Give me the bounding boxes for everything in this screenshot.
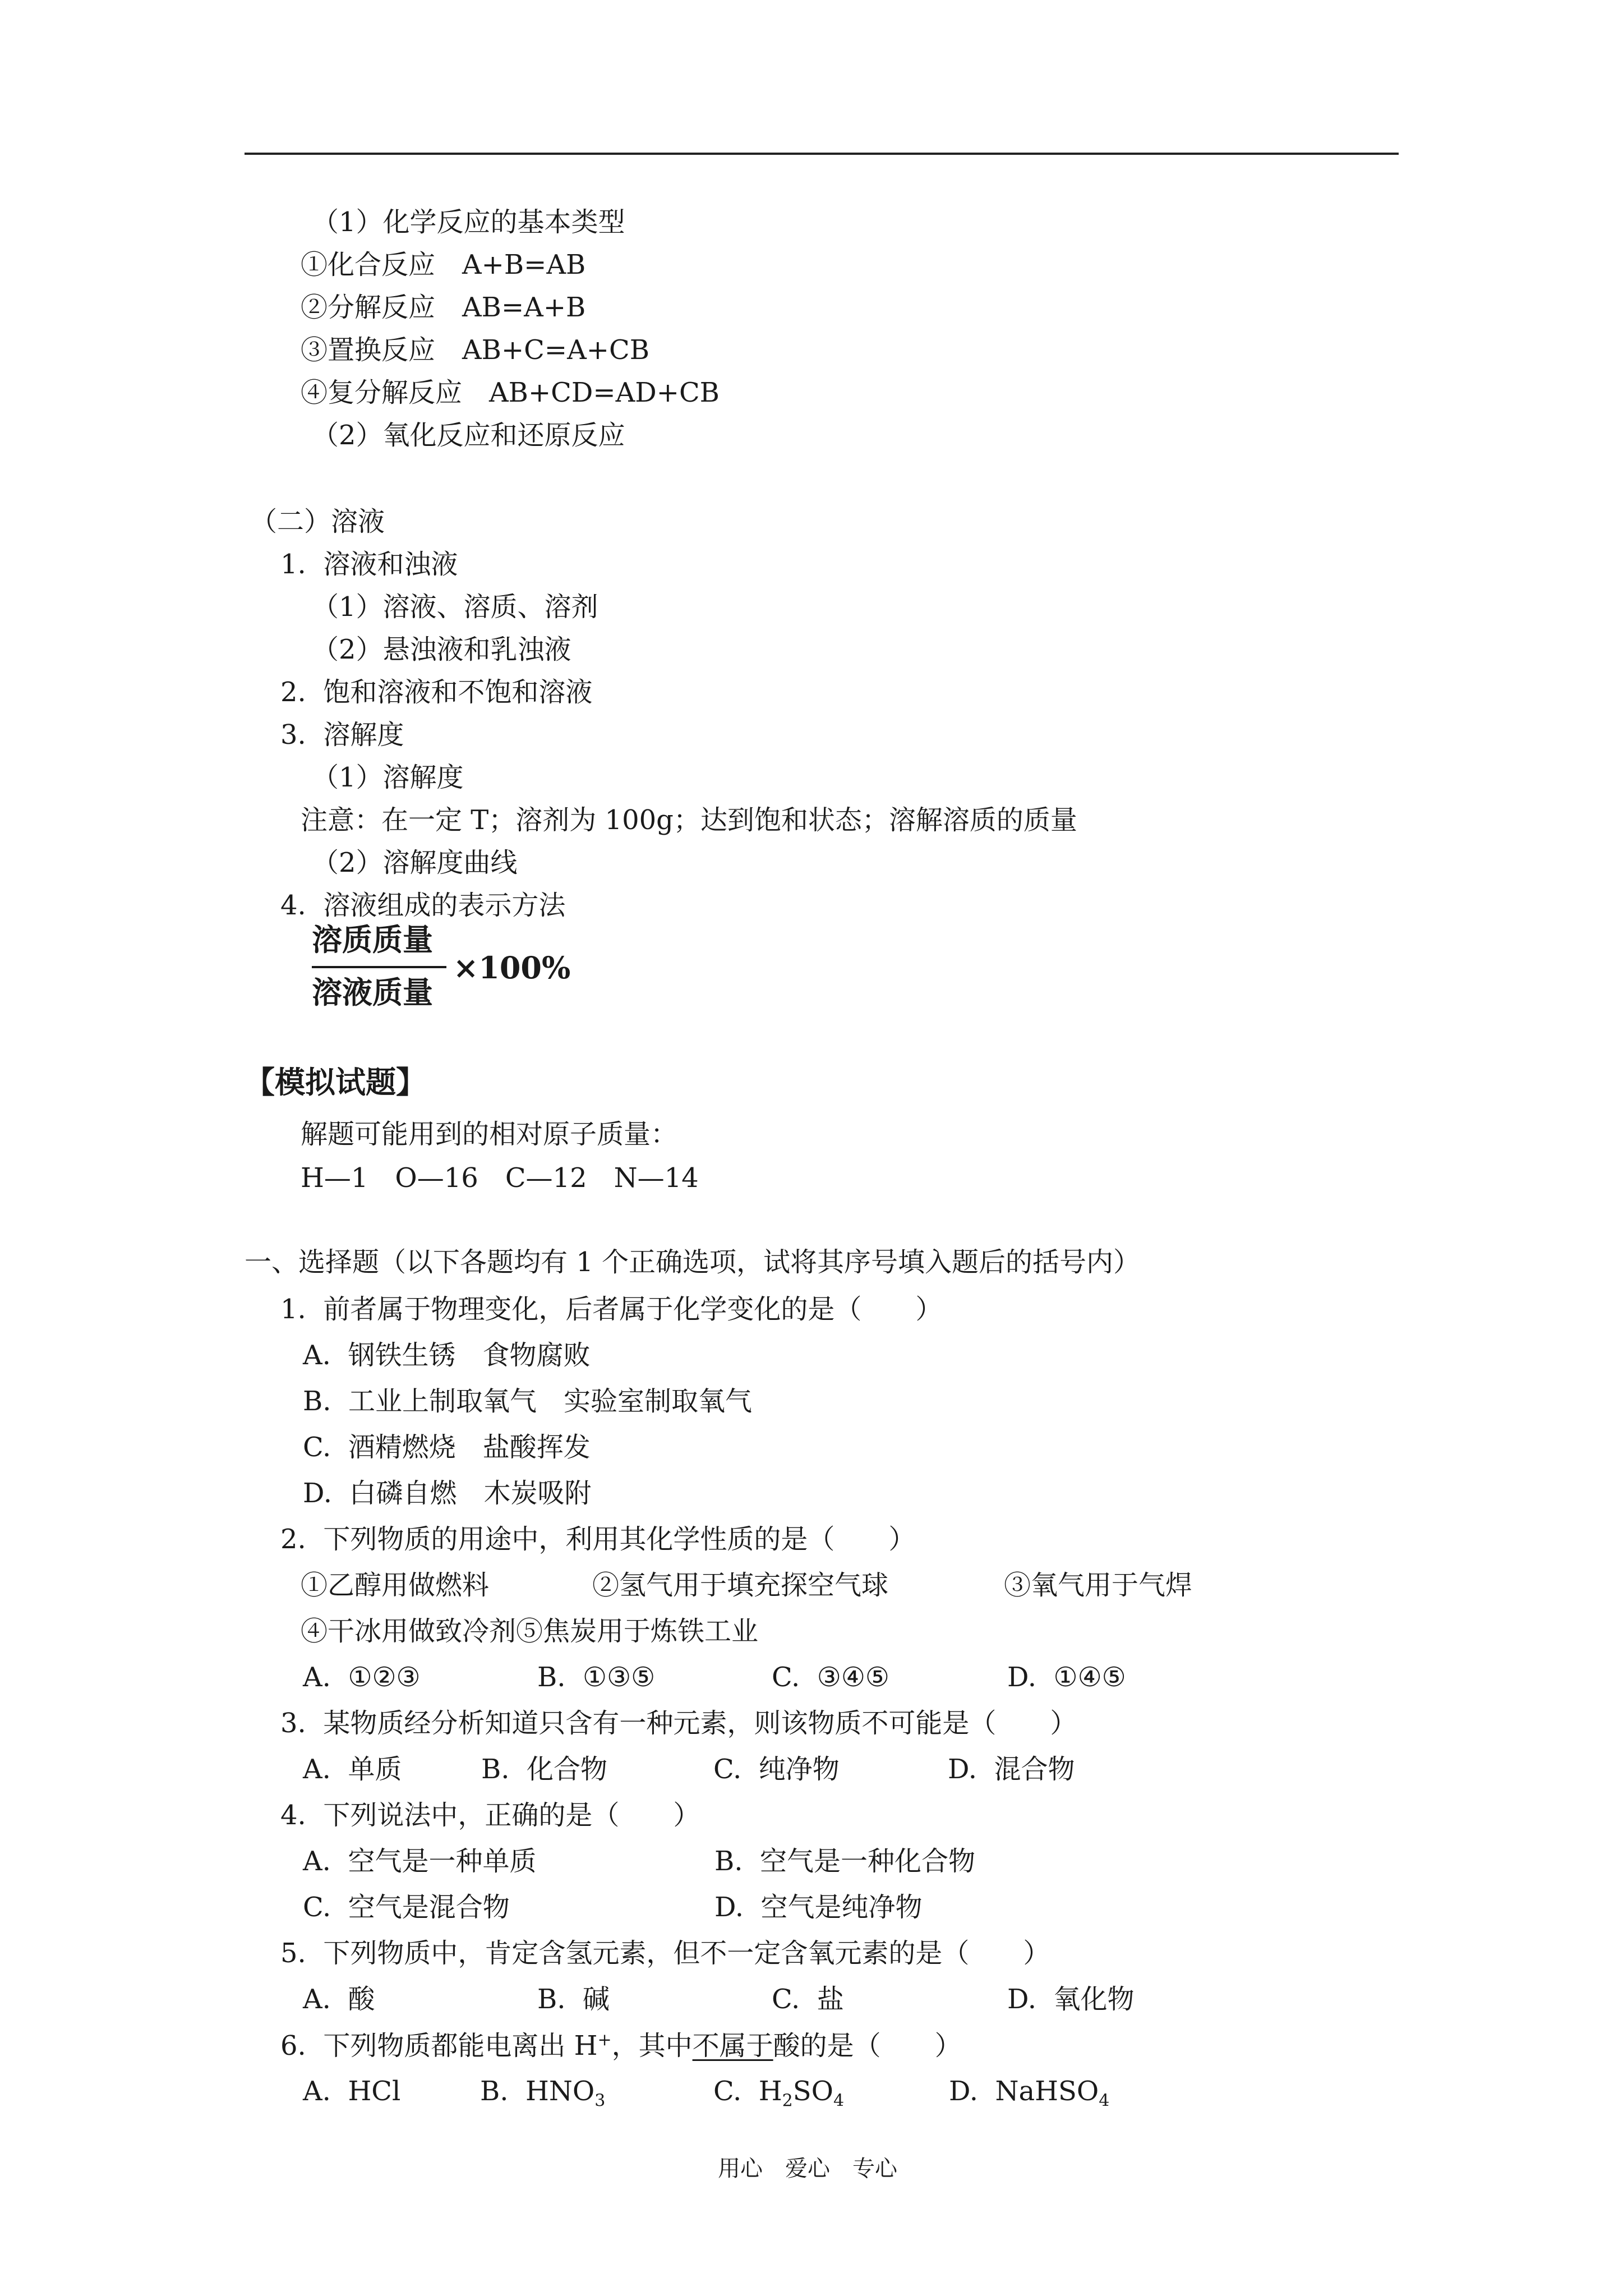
question-3-option-b: B. 化合物 bbox=[481, 1754, 608, 1785]
solution-point-3: 3. 溶解度 bbox=[280, 719, 404, 751]
question-2-option-b: B. ①③⑤ bbox=[537, 1662, 656, 1693]
question-6-text-end: 酸的是（ ） bbox=[773, 2030, 962, 2062]
option-c-formula-mid: SO bbox=[792, 2076, 833, 2107]
option-c-subscript-2: 4 bbox=[833, 2091, 845, 2111]
atomic-masses: H—1 O—16 C—12 N—14 bbox=[301, 1162, 699, 1194]
decomposition-reaction: ②分解反应 AB=A+B bbox=[301, 292, 586, 323]
solution-point-3a: （1）溶解度 bbox=[312, 762, 464, 793]
question-2-statement-1: ①乙醇用做燃料 bbox=[301, 1570, 490, 1601]
question-6-option-c bbox=[713, 2078, 844, 2110]
question-5-option-c: C. 盐 bbox=[772, 1984, 844, 2015]
atomic-mass-intro: 解题可能用到的相对原子质量： bbox=[301, 1119, 678, 1150]
question-2-statement-3: ③氧气用于气焊 bbox=[1004, 1570, 1193, 1601]
question-6-text-mid: ，其中 bbox=[611, 2030, 693, 2062]
option-c-formula-start: C. H bbox=[713, 2076, 782, 2107]
question-6-option-a: A. HCl bbox=[303, 2076, 401, 2107]
mock-test-title: 【模拟试题】 bbox=[245, 1064, 426, 1100]
question-4-option-b: B. 空气是一种化合物 bbox=[714, 1846, 976, 1877]
question-3: 3. 某物质经分析知道只含有一种元素，则该物质不可能是（ ） bbox=[280, 1708, 1077, 1739]
question-1-option-c: C. 酒精燃烧 盐酸挥发 bbox=[303, 1432, 591, 1463]
formula-numerator: 溶质质量 bbox=[312, 922, 433, 958]
question-2: 2. 下列物质的用途中，利用其化学性质的是（ ） bbox=[280, 1524, 916, 1555]
question-3-option-d: D. 混合物 bbox=[948, 1754, 1075, 1785]
fraction-bar bbox=[312, 966, 446, 968]
question-1-option-a: A. 钢铁生锈 食物腐败 bbox=[303, 1340, 591, 1371]
solubility-note: 注意：在一定 T；溶剂为 100g；达到饱和状态；溶解溶质的质量 bbox=[301, 804, 1077, 836]
question-2-option-d: D. ①④⑤ bbox=[1007, 1662, 1126, 1693]
question-1: 1. 前者属于物理变化，后者属于化学变化的是（ ） bbox=[280, 1294, 943, 1325]
question-2-statement-2: ②氢气用于填充探空气球 bbox=[592, 1570, 889, 1601]
formula-denominator: 溶液质量 bbox=[312, 974, 433, 1010]
solution-section-title: （二）溶液 bbox=[250, 506, 385, 537]
header-rule bbox=[245, 153, 1399, 155]
option-d-subscript: 4 bbox=[1099, 2091, 1110, 2111]
question-6-option-d bbox=[949, 2078, 1109, 2110]
solution-point-1a: （1）溶液、溶质、溶剂 bbox=[312, 591, 598, 623]
question-1-option-b: B. 工业上制取氧气 实验室制取氧气 bbox=[303, 1386, 753, 1417]
question-2-statement-4-5: ④干冰用做致冷剂⑤焦炭用于炼铁工业 bbox=[301, 1616, 759, 1647]
redox-heading: （2）氧化反应和还原反应 bbox=[312, 420, 625, 451]
question-1-option-d: D. 白磷自燃 木炭吸附 bbox=[303, 1478, 592, 1509]
hydrogen-ion-charge: + bbox=[597, 2030, 612, 2050]
question-6-text-start: 6. 下列物质都能电离出 H bbox=[280, 2030, 598, 2062]
question-5-option-d: D. 氧化物 bbox=[1007, 1984, 1135, 2015]
solution-point-4: 4. 溶液组成的表示方法 bbox=[280, 890, 566, 921]
solution-point-1: 1. 溶液和浊液 bbox=[280, 549, 458, 580]
question-4: 4. 下列说法中，正确的是（ ） bbox=[280, 1800, 700, 1831]
option-b-formula: B. HNO bbox=[480, 2076, 595, 2107]
question-2-option-a: A. ①②③ bbox=[303, 1662, 421, 1693]
question-3-option-c: C. 纯净物 bbox=[713, 1754, 840, 1785]
option-b-subscript: 3 bbox=[594, 2091, 606, 2111]
combination-reaction: ①化合反应 A+B=AB bbox=[301, 249, 586, 280]
page-footer: 用心 爱心 专心 bbox=[718, 2156, 897, 2182]
option-c-subscript-1: 2 bbox=[782, 2091, 793, 2111]
reaction-types-heading: （1）化学反应的基本类型 bbox=[312, 206, 625, 238]
choice-section-title: 一、选择题（以下各题均有 1 个正确选项，试将其序号填入题后的括号内） bbox=[245, 1246, 1141, 1278]
formula-multiplier: ×100% bbox=[453, 950, 571, 986]
double-displacement-reaction: ④复分解反应 AB+CD=AD+CB bbox=[301, 377, 720, 408]
solution-point-1b: （2）悬浊液和乳浊液 bbox=[312, 634, 571, 665]
question-3-option-a: A. 单质 bbox=[303, 1754, 402, 1785]
question-4-option-c: C. 空气是混合物 bbox=[303, 1892, 510, 1923]
solution-point-2: 2. 饱和溶液和不饱和溶液 bbox=[280, 677, 593, 708]
question-5: 5. 下列物质中，肯定含氢元素，但不一定含氧元素的是（ ） bbox=[280, 1938, 1050, 1969]
question-4-option-a: A. 空气是一种单质 bbox=[303, 1846, 537, 1877]
question-6-underlined-term: 不属于 bbox=[692, 2030, 773, 2062]
question-4-option-d: D. 空气是纯净物 bbox=[714, 1892, 923, 1923]
question-6 bbox=[280, 2030, 962, 2062]
question-5-option-b: B. 碱 bbox=[537, 1984, 610, 2015]
question-5-option-a: A. 酸 bbox=[303, 1984, 375, 2015]
option-d-formula: D. NaHSO bbox=[949, 2076, 1099, 2107]
displacement-reaction: ③置换反应 AB+C=A+CB bbox=[301, 334, 649, 366]
question-2-option-c: C. ③④⑤ bbox=[772, 1662, 889, 1693]
solution-point-3b: （2）溶解度曲线 bbox=[312, 847, 518, 878]
question-6-option-b bbox=[480, 2078, 605, 2110]
